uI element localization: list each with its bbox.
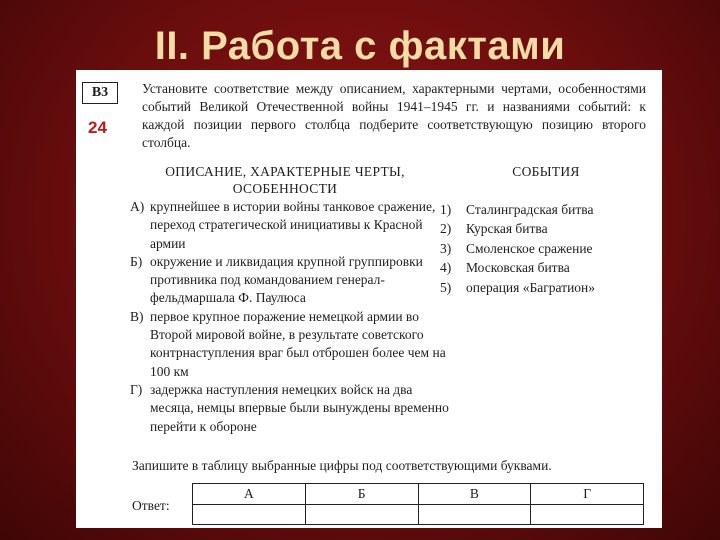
- description-letter: Б): [130, 253, 143, 269]
- event-number: 1): [440, 202, 452, 217]
- description-letter: Г): [130, 381, 143, 397]
- event-item: [440, 219, 650, 238]
- event-number: 3): [440, 240, 452, 256]
- descriptions-header: ОПИСАНИЕ, ХАРАКТЕРНЫЕ ЧЕРТЫ, ОСОБЕННОСТИ: [165, 164, 405, 196]
- task-code: В3: [82, 82, 118, 104]
- description-item: [130, 198, 450, 253]
- answer-column-a: А: [193, 484, 306, 505]
- event-text: Московская битва: [466, 260, 570, 276]
- answer-instructions: Запишите в таблицу выбранные цифры под соответствующими буквами.: [132, 458, 552, 473]
- descriptions-list: [130, 198, 450, 436]
- event-item: [440, 278, 650, 297]
- answer-cell-g[interactable]: [531, 504, 644, 525]
- description-text: крупнейшее в истории войны танковое сражение, переход стратегической инициативы к Красной армии: [150, 199, 436, 251]
- answer-cell-a[interactable]: [193, 504, 306, 525]
- answer-column-b: Б: [305, 484, 418, 505]
- event-item: [440, 239, 650, 258]
- event-number: 4): [440, 260, 452, 276]
- events-list: [440, 200, 650, 297]
- event-item: [440, 258, 650, 277]
- event-text: операция «Багратион»: [466, 279, 596, 295]
- answer-table: [192, 483, 644, 525]
- event-number: 2): [440, 221, 452, 237]
- event-number: 5): [440, 279, 452, 295]
- description-item: [130, 381, 450, 436]
- description-text: первое крупное поражение немецкой армии во Второй мировой войне, в результате советского контрнаступления враг был отброшен более чем на 100 км: [150, 308, 446, 379]
- description-item: [130, 253, 450, 308]
- events-header: СОБЫТИЯ: [512, 164, 580, 179]
- description-letter: В): [130, 308, 144, 324]
- answer-label: Ответ:: [132, 498, 170, 513]
- answer-column-g: Г: [531, 484, 644, 505]
- task-points: 24: [88, 118, 107, 137]
- answer-cell-b[interactable]: [305, 504, 418, 525]
- answer-column-v: В: [418, 484, 531, 505]
- event-item: [440, 200, 650, 219]
- description-letter: А): [130, 199, 145, 214]
- task-instructions: Установите соответствие между описанием, характерными чертами, особенностями событий Великой Отечественной войны 1941–1945 гг. и названиями событий: к каждой позиции первого столбца подберите соответствующую позицию второго столбца.: [142, 81, 646, 150]
- answer-header-row: [193, 484, 644, 505]
- task-sheet: [76, 70, 662, 528]
- event-text: Сталинградская битва: [466, 202, 594, 217]
- description-text: задержка наступления немецких войск на два месяца, немцы впервые были вынуждены временно перейти к обороне: [150, 381, 449, 434]
- event-text: Курская битва: [466, 221, 548, 237]
- description-item: [130, 308, 450, 381]
- answer-input-row: [193, 504, 644, 525]
- description-text: окружение и ликвидация крупной группировки противника под командованием генерал-фельдмаршала Ф. Паулюса: [150, 253, 423, 306]
- event-text: Смоленское сражение: [466, 240, 593, 256]
- slide-title: II. Работа с фактами: [154, 24, 566, 68]
- answer-cell-v[interactable]: [418, 504, 531, 525]
